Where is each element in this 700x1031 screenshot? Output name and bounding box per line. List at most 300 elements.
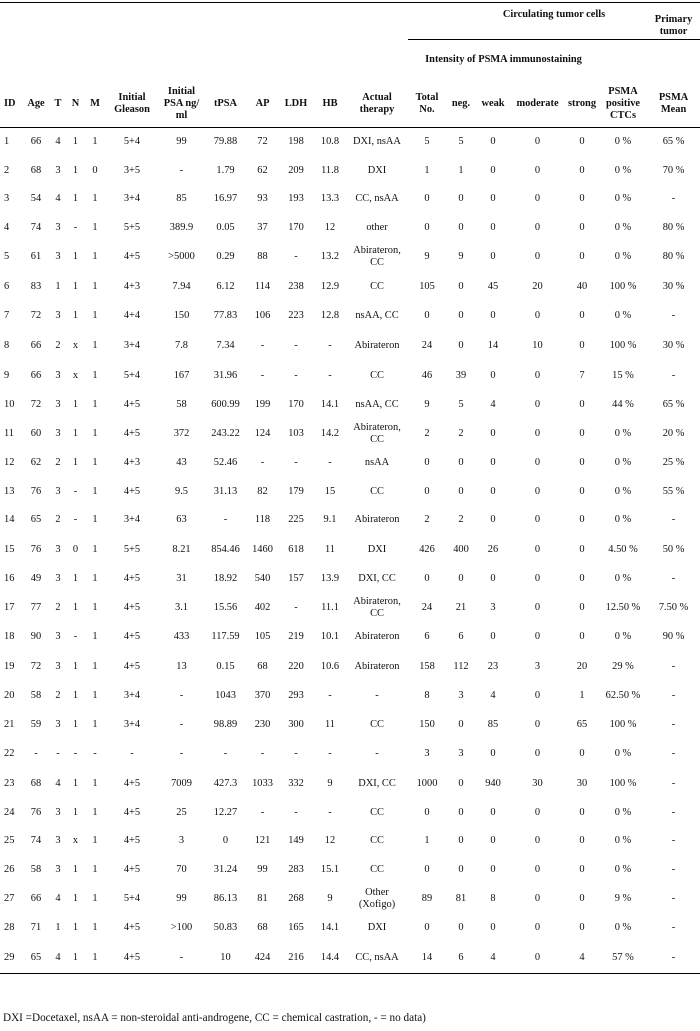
table-cell: 26 [4, 863, 15, 875]
table-cell: - [73, 221, 78, 233]
table-cell: 77 [30, 602, 42, 613]
table-cell: 112 [453, 660, 469, 672]
table-cell: 9.1 [323, 514, 337, 526]
table-cell: - [671, 660, 676, 672]
table-cell: 4+5 [123, 428, 141, 439]
table-cell: - [671, 806, 676, 818]
table-cell: 8 [490, 893, 496, 904]
col-psma-positive: PSMA positive CTCs [599, 80, 647, 128]
table-cell: 0 [534, 748, 541, 760]
table-cell: 44 % [612, 398, 634, 410]
table-cell: 37 [257, 221, 268, 233]
table-cell: 1 [92, 806, 98, 818]
table-cell: 5 [424, 136, 430, 148]
table-cell: 0 [490, 221, 496, 233]
col-psma-mean: Primary tumor PSMA Mean [647, 80, 700, 128]
table-cell: 0 [458, 193, 464, 205]
col-ap: AP [247, 80, 278, 128]
table-cell: 105 [254, 631, 271, 643]
table-cell: 2 [458, 428, 464, 439]
table-cell: 70 % [662, 164, 685, 176]
table-cell: 150 [419, 719, 435, 730]
table-cell: 6 [424, 631, 430, 643]
table-cell: 4+5 [105, 943, 159, 974]
table-cell: 80 % [662, 251, 685, 262]
table-cell: 0 [490, 922, 496, 934]
table-cell: 11 [324, 543, 335, 555]
table-cell: 0 % [614, 193, 632, 205]
table-cell: 0 [510, 943, 565, 974]
table-cell: 46 [421, 369, 433, 381]
table-cell: 0 [579, 631, 585, 643]
table-cell: 1 [92, 281, 98, 292]
table-cell: 5 [458, 398, 464, 410]
table-cell: 0 [579, 748, 585, 760]
table-cell: 8 [424, 689, 430, 701]
table-cell: 0 [579, 863, 585, 875]
table-cell: CC [370, 863, 384, 875]
col-hb: HB [314, 80, 346, 128]
table-cell: 0.05 [216, 221, 235, 233]
table-cell: 0 [424, 310, 430, 322]
table-cell: 0 [458, 221, 464, 233]
table-cell: 0 [490, 164, 496, 176]
table-cell: 0 [534, 310, 541, 322]
table-cell: 14.2 [320, 428, 340, 439]
table-cell: 1000 [416, 777, 438, 789]
table-cell: 7 [4, 310, 10, 322]
table-cell: 0 [534, 543, 541, 555]
table-cell: 9 % [614, 893, 632, 904]
table-cell: 4+5 [123, 485, 141, 497]
table-cell: 0 [579, 221, 585, 233]
table-cell: 7.50 % [658, 602, 689, 613]
table-cell: 1 [72, 602, 79, 613]
table-cell: 21 [4, 719, 15, 730]
table-cell: - [294, 806, 298, 818]
table-cell: 2 [55, 689, 61, 701]
table-cell: 30 % [662, 281, 685, 292]
table-cell: nsAA, CC [355, 398, 399, 410]
table-cell: 0 [579, 806, 585, 818]
table-cell: 0 % [614, 136, 632, 148]
table-row [0, 128, 700, 157]
col-m: M [85, 80, 105, 128]
table-cell: 3+4 [123, 719, 141, 730]
table-cell: 1.79 [216, 164, 235, 176]
table-row [0, 214, 700, 243]
table-cell: 3 [490, 602, 496, 613]
table-cell: CC [370, 835, 384, 847]
table-cell: 198 [288, 136, 304, 148]
table-cell: 16.97 [213, 193, 238, 205]
table-cell: 3 [55, 806, 61, 818]
table-cell: 0 [424, 221, 430, 233]
table-cell: 121 [254, 835, 271, 847]
table-cell: 6 [446, 943, 476, 974]
table-row [0, 652, 700, 682]
table-cell: 3 [534, 660, 541, 672]
table-cell: 3 [55, 863, 61, 875]
table-cell: 179 [288, 485, 304, 497]
table-cell: DXI, nsAA [353, 136, 401, 148]
table-cell: 13.9 [320, 572, 340, 584]
table-cell: CC, nsAA [355, 193, 399, 205]
table-cell: 0 [424, 806, 430, 818]
table-cell: 26 [487, 543, 499, 555]
table-cell: 0 [534, 719, 541, 730]
table-cell: 3 [55, 719, 61, 730]
table-cell: - [671, 863, 676, 875]
table-cell: 402 [254, 602, 271, 613]
table-cell: 0 [458, 777, 464, 789]
table-cell: Abirateron [354, 631, 400, 643]
table-cell: 100 % [609, 339, 637, 351]
table-cell: 0 [534, 863, 541, 875]
table-cell: 300 [288, 719, 304, 730]
table-cell: 0 % [614, 922, 632, 934]
table-cell: x [72, 835, 79, 847]
table-cell: 31 [176, 572, 187, 584]
table-cell: 940 [485, 777, 501, 789]
table-cell: 15.56 [213, 602, 238, 613]
table-cell: 66 [30, 893, 42, 904]
table-cell: - [294, 369, 298, 381]
table-cell: 1 [92, 922, 98, 934]
table-cell: 90 [30, 631, 42, 643]
table-cell: 88 [257, 251, 268, 262]
table-cell: 4+5 [123, 398, 141, 410]
table-cell: 74 [30, 835, 42, 847]
table-cell: DXI, CC [358, 777, 396, 789]
table-cell: 216 [278, 943, 314, 974]
table-cell: 0 [534, 428, 541, 439]
table-cell: 68 [30, 164, 42, 176]
table-cell: 1 [92, 193, 98, 205]
table-cell: 4+5 [123, 572, 141, 584]
table-cell: 3 [55, 164, 61, 176]
table-row [0, 302, 700, 331]
table-cell: 30 % [662, 339, 685, 351]
table-cell: 4+5 [123, 922, 141, 934]
col-ldh: LDH [278, 80, 314, 128]
table-cell: - [260, 369, 265, 381]
table-cell: 3 [55, 428, 61, 439]
table-cell: 1 [92, 893, 98, 904]
table-cell: 59 [30, 719, 42, 730]
table-cell: 0 [424, 572, 430, 584]
table-cell: 5+4 [123, 369, 141, 381]
table-cell: DXI, CC [358, 572, 396, 584]
table-cell: - [671, 893, 676, 904]
table-cell: CC [370, 281, 384, 292]
table-cell: 76 [30, 485, 42, 497]
table-cell: - [260, 339, 265, 351]
table-cell: 3 [55, 485, 61, 497]
table-cell: 0 [424, 485, 430, 497]
table-cell: 65 [30, 514, 42, 526]
table-cell: 540 [254, 572, 271, 584]
table-cell: 0 % [614, 428, 632, 439]
table-cell: 0 % [614, 485, 632, 497]
table-header [0, 3, 700, 128]
table-cell: 2 [55, 457, 61, 469]
table-cell: 158 [419, 660, 435, 672]
table-cell: 4 [4, 221, 10, 233]
table-cell: 0 [424, 863, 430, 875]
table-cell: 0 [72, 543, 79, 555]
table-cell: 12 [324, 835, 336, 847]
table-cell: 1 [72, 193, 79, 205]
table-cell: 0 [534, 806, 541, 818]
table-cell: 13 [4, 485, 15, 497]
table-cell: 9 [4, 369, 10, 381]
table-cell: 124 [254, 428, 271, 439]
table-cell: 9 [458, 251, 464, 262]
table-cell: 223 [288, 310, 304, 322]
table-cell: 9 [327, 777, 333, 789]
table-cell: 1 [72, 660, 79, 672]
table-row [0, 419, 700, 449]
table-cell: 90 % [662, 631, 685, 643]
table-cell: 389.9 [169, 221, 194, 233]
table-cell: 10 [532, 339, 543, 351]
table-cell: 3 [458, 748, 464, 760]
table-cell: 1 [92, 485, 98, 497]
table-cell: 268 [288, 893, 304, 904]
table-row [0, 769, 700, 799]
table-cell: 65 [22, 943, 50, 974]
table-cell: 0 % [614, 164, 632, 176]
table-cell: 25 [176, 806, 187, 818]
table-cell: 0 % [614, 514, 632, 526]
table-cell: 1 [92, 221, 98, 233]
table-cell: 1 [424, 835, 430, 847]
table-cell: 7.8 [175, 339, 188, 351]
table-cell: 1 [92, 719, 98, 730]
table-cell: 11 [4, 428, 15, 439]
table-cell: 1 [72, 164, 79, 176]
table-cell: 83 [30, 281, 42, 292]
table-cell: 16 [4, 572, 15, 584]
table-cell: 13.2 [320, 251, 340, 262]
table-cell: 106 [254, 310, 271, 322]
table-cell: 0 [534, 631, 541, 643]
col-initial-psa: Initial PSA ng/ ml [159, 80, 204, 128]
table-cell: 100 % [609, 281, 637, 292]
table-row [0, 272, 700, 302]
table-cell: 3+5 [123, 164, 141, 176]
table-cell: 1 [72, 719, 79, 730]
table-cell: 1 [92, 251, 98, 262]
table-cell: 18.92 [213, 572, 238, 584]
table-cell: 0 [458, 310, 464, 322]
table-cell: 2 [55, 514, 61, 526]
table-cell: 117.59 [211, 631, 240, 643]
table-row [0, 740, 700, 769]
table-cell: 89 [421, 893, 433, 904]
table-cell: 6 [458, 631, 464, 643]
table-cell: 22 [4, 748, 15, 760]
table-cell: 0 [534, 572, 541, 584]
intensity-group-header: Intensity of PSMA immunostaining [425, 54, 582, 65]
table-cell: 66 [30, 136, 42, 148]
table-cell: 93 [257, 193, 268, 205]
table-cell: 58 [30, 689, 42, 701]
table-cell: 18 [4, 631, 15, 643]
table-cell: 43 [176, 457, 187, 469]
table-cell: 1 [579, 689, 585, 701]
table-cell: 74 [30, 221, 42, 233]
table-row [0, 157, 700, 186]
table-cell: - [93, 748, 97, 760]
table-cell: 0 [579, 428, 585, 439]
table-cell: - [223, 748, 228, 760]
table-cell: 28 [4, 922, 15, 934]
table-cell: x [72, 339, 79, 351]
table-cell: 0 [490, 310, 496, 322]
table-cell: 11.1 [321, 602, 339, 613]
table-cell: 4+5 [123, 251, 141, 262]
table-cell: 3 [55, 398, 61, 410]
table-cell: 3 [424, 748, 430, 760]
table-cell: Abirateron, CC [353, 422, 401, 445]
table-cell: 76 [30, 806, 42, 818]
table-cell: 11 [324, 719, 335, 730]
table-cell: 1 [458, 164, 464, 176]
table-cell: 3 [55, 310, 61, 322]
table-cell: 1 [92, 543, 98, 555]
table-cell: 427.3 [213, 777, 238, 789]
table-cell: 0 [534, 369, 541, 381]
table-cell: 29 [0, 943, 22, 974]
table-cell: 230 [254, 719, 271, 730]
table-cell: 0 [534, 164, 541, 176]
table-cell: 5 [458, 136, 464, 148]
table-cell: 58 [176, 398, 187, 410]
table-cell: 4 [490, 398, 496, 410]
table-body [0, 128, 700, 974]
table-cell: Abirateron, CC [353, 596, 401, 619]
table-cell: 7009 [171, 777, 192, 789]
table-cell: 8.21 [172, 543, 191, 555]
table-cell: 81 [455, 893, 467, 904]
table-cell: 14.1 [320, 398, 340, 410]
table-cell: 0 [534, 457, 541, 469]
table-cell: 1 [92, 136, 98, 148]
table-cell: 293 [288, 689, 304, 701]
table-cell: 0 [458, 835, 464, 847]
table-cell: 81 [257, 893, 268, 904]
table-cell: 1 [72, 863, 79, 875]
table-cell: 100 % [609, 719, 637, 730]
table-cell: - [671, 689, 676, 701]
table-cell: 219 [288, 631, 304, 643]
table-cell: 58 [30, 863, 42, 875]
table-cell: 165 [288, 922, 304, 934]
table-cell: x [72, 369, 79, 381]
table-cell: 3 [55, 221, 61, 233]
table-cell: 86.13 [213, 893, 238, 904]
table-cell: 4+3 [123, 281, 141, 292]
table-cell: 85 [176, 193, 187, 205]
table-cell: 0 [424, 922, 430, 934]
table-cell: 66 [30, 339, 42, 351]
table-cell: 7.94 [172, 281, 191, 292]
table-cell: 50 % [662, 543, 685, 555]
table-cell: 79.88 [213, 136, 238, 148]
table-cell: 3 [55, 572, 61, 584]
table-cell: - [73, 514, 78, 526]
table-cell: 4.50 % [608, 543, 638, 555]
table-cell: 193 [288, 193, 304, 205]
table-cell: 82 [257, 485, 268, 497]
table-cell: 3 [55, 251, 61, 262]
table-cell: 3+4 [123, 193, 141, 205]
table-cell: 1 [72, 428, 79, 439]
table-cell: 30 [532, 777, 543, 789]
table-cell: 0 [534, 514, 541, 526]
table-row [0, 361, 700, 391]
table-cell: nsAA, CC [355, 310, 399, 322]
table-cell: 1 [72, 310, 79, 322]
table-cell: - [671, 514, 676, 526]
table-cell: 0 [579, 893, 585, 904]
table-cell: 426 [419, 543, 435, 555]
table-cell: 31.13 [213, 485, 238, 497]
table-cell: 12.8 [320, 310, 340, 322]
table-cell: - [73, 631, 78, 643]
table-cell: 1 [72, 922, 79, 934]
table-cell: 9.5 [175, 485, 188, 497]
table-row [0, 242, 700, 272]
table-cell: 0 % [614, 748, 632, 760]
table-cell: 5 [4, 251, 10, 262]
table-cell: 1 [72, 777, 79, 789]
table-cell: 2 [424, 514, 430, 526]
table-cell: 25 [4, 835, 15, 847]
table-cell: 55 % [662, 485, 685, 497]
table-cell: 1 [92, 339, 98, 351]
table-cell: 20 [4, 689, 15, 701]
table-cell: 1 [92, 572, 98, 584]
table-cell: 170 [288, 221, 304, 233]
table-cell: 57 % [599, 943, 647, 974]
table-row [0, 331, 700, 361]
table-cell: 0 [534, 136, 541, 148]
table-cell: 5+5 [123, 543, 141, 555]
table-cell: 2 [4, 164, 10, 176]
table-cell: 9 [424, 398, 430, 410]
table-cell: 0 [534, 689, 541, 701]
table-cell: 0 [458, 485, 464, 497]
table-cell: 0 [579, 514, 585, 526]
table-cell: 0 [579, 164, 585, 176]
table-cell: - [671, 835, 676, 847]
table-cell: 1 [72, 806, 79, 818]
table-cell: 0 [490, 251, 496, 262]
table-cell: 243.22 [211, 428, 240, 439]
table-cell: 0 [490, 748, 496, 760]
table-cell: 62 [30, 457, 42, 469]
table-row [0, 856, 700, 885]
table-cell: 65 % [662, 136, 685, 148]
table-cell: 0 [92, 164, 98, 176]
table-cell: 600.99 [211, 398, 240, 410]
table-cell: - [328, 457, 332, 469]
table-cell: 0 [490, 428, 496, 439]
table-cell: 25 % [662, 457, 685, 469]
